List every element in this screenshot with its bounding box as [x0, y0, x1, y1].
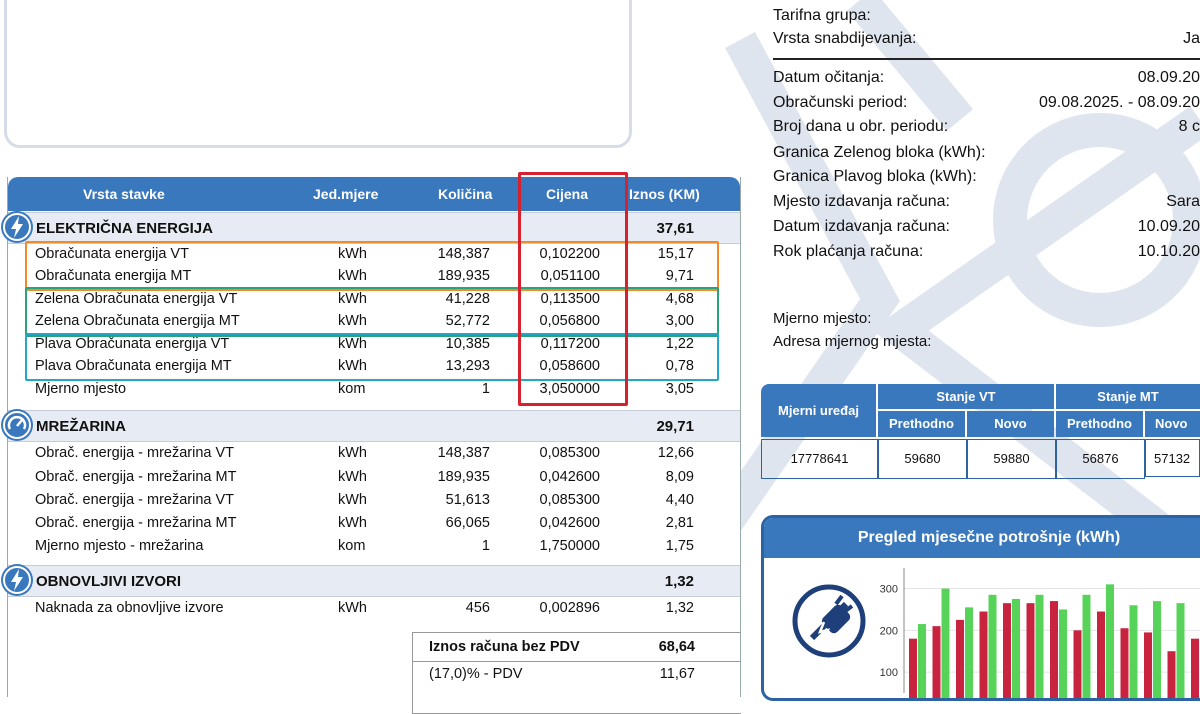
divider: [773, 58, 1200, 60]
section-name: MREŽARINA: [36, 418, 126, 435]
header-amount: Iznos (KM): [629, 186, 700, 202]
meter-readings-table: [761, 384, 1200, 480]
info-row: Mjesto izdavanja računa: Sara: [773, 193, 1200, 210]
meter-vt-prev: 59680: [878, 439, 967, 479]
table-row: Obračunata energija MT kWh 189,935 0,051100 9,71: [35, 268, 694, 284]
meter-vt-prev-header: Prethodno: [878, 411, 965, 437]
section-name: OBNOVLJIVI IZVORI: [36, 573, 182, 590]
bar-mt: [909, 639, 917, 698]
bar-vt: [1106, 584, 1114, 698]
bar-mt: [1121, 628, 1129, 698]
summary-row: Iznos računa bez PDV 68,64: [413, 635, 741, 662]
table-row: Obračunata energija VT kWh 148,387 0,102200 15,17: [35, 246, 694, 262]
info-row: Vrsta snabdijevanja: Ja: [773, 30, 1200, 47]
address-box: [4, 0, 632, 148]
info-row: Granica Plavog bloka (kWh):: [773, 168, 977, 185]
y-tick-label: 100: [879, 667, 898, 680]
table-row: Mjerno mjesto - mrežarina kom 1 1,750000 1,75: [35, 538, 694, 554]
info-row: Broj dana u obr. periodu: 8 c: [773, 118, 1200, 135]
table-row: Obrač. energija - mrežarina MT kWh 189,935 0,042600 8,09: [35, 469, 694, 485]
meter-vt-header: Stanje VT: [878, 384, 1054, 409]
table-row: Plava Obračunata energija VT kWh 10,385 0,117200 1,22: [35, 336, 694, 352]
section-total: 1,32: [664, 573, 694, 590]
table-row: Zelena Obračunata energija VT kWh 41,228 0,113500 4,68: [35, 291, 694, 307]
meter-vt-new-header: Novo: [967, 411, 1054, 437]
info-row: Datum očitanja: 08.09.20: [773, 69, 1200, 86]
info-row: Mjerno mjesto:: [773, 310, 872, 327]
grid-icon: [1, 409, 33, 441]
table-row: Plava Obračunata energija MT kWh 13,293 0,058600 0,78: [35, 358, 694, 374]
consumption-chart: [864, 568, 1200, 698]
info-row: Obračunski period: 09.08.2025. - 08.09.20: [773, 94, 1200, 111]
meter-mt-new-header: Novo: [1145, 411, 1200, 437]
bill-items-table: [7, 177, 741, 697]
bar-mt: [1027, 603, 1035, 698]
bar-vt: [989, 595, 997, 698]
plug-icon: [784, 576, 874, 666]
info-row: Tarifna grupa:: [773, 7, 871, 24]
meter-mt-new: 57132: [1145, 439, 1200, 477]
meter-vt-new: 59880: [967, 439, 1056, 479]
chart-title: Pregled mjesečne potrošnje (kWh): [764, 518, 1200, 558]
bar-mt: [1097, 612, 1105, 698]
header-price: Cijena: [546, 186, 589, 202]
section-electric-energy: [8, 212, 740, 244]
bar-vt: [1012, 599, 1020, 698]
y-tick-label: 300: [879, 583, 898, 596]
meter-mt-header: Stanje MT: [1056, 384, 1200, 409]
header-qty: Količina: [438, 186, 493, 202]
bar-vt: [1036, 595, 1044, 698]
lightning-icon: [1, 564, 33, 596]
table-row: Obrač. energija - mrežarina MT kWh 66,065 0,042600 2,81: [35, 515, 694, 531]
table-row: Mjerno mjesto kom 1 3,050000 3,05: [35, 381, 694, 397]
info-row: Adresa mjernog mjesta:: [773, 333, 932, 350]
lightning-icon: [1, 211, 33, 243]
y-tick-label: 200: [879, 625, 898, 638]
bar-mt: [1003, 603, 1011, 698]
bar-mt: [956, 620, 964, 698]
table-header: [8, 177, 740, 211]
bar-vt: [965, 607, 973, 698]
meter-device-header: Mjerni uređaj: [761, 384, 876, 437]
section-renewables: [8, 565, 740, 597]
bar-vt: [1177, 603, 1185, 698]
info-row: Granica Zelenog bloka (kWh):: [773, 144, 986, 161]
bar-vt: [1083, 595, 1091, 698]
section-total: 37,61: [656, 220, 694, 237]
bar-mt: [933, 626, 941, 698]
bar-mt: [1050, 601, 1058, 698]
bar-mt: [1074, 630, 1082, 698]
table-row: Zelena Obračunata energija MT kWh 52,772 0,056800 3,00: [35, 313, 694, 329]
summary-box: [412, 632, 741, 714]
bar-mt: [1144, 632, 1152, 698]
summary-row: (17,0)% - PDV 11,67: [429, 666, 695, 682]
section-name: ELEKTRIČNA ENERGIJA: [36, 220, 213, 237]
table-row: Obrač. energija - mrežarina VT kWh 51,613 0,085300 4,40: [35, 492, 694, 508]
info-row: Datum izdavanja računa: 10.09.20: [773, 218, 1200, 235]
bar-vt: [1130, 605, 1138, 698]
header-unit: Jed.mjere: [313, 186, 379, 202]
info-row: Rok plaćanja računa: 10.10.20: [773, 243, 1200, 260]
bar-vt: [942, 589, 950, 698]
bar-mt: [980, 612, 988, 698]
meter-device: 17778641: [761, 439, 878, 479]
highlight-price-column: [518, 172, 628, 406]
bar-vt: [1153, 601, 1161, 698]
meter-mt-prev: 56876: [1056, 439, 1145, 479]
consumption-chart-card: [761, 515, 1200, 701]
section-network-fee: [8, 410, 740, 442]
table-row: Obrač. energija - mrežarina VT kWh 148,387 0,085300 12,66: [35, 445, 694, 461]
table-row: Naknada za obnovljive izvore kWh 456 0,002896 1,32: [35, 600, 694, 616]
header-item: Vrsta stavke: [83, 186, 165, 202]
bar-vt: [918, 624, 926, 698]
meter-mt-prev-header: Prethodno: [1056, 411, 1143, 437]
bar-mt: [1191, 639, 1199, 698]
section-total: 29,71: [656, 418, 694, 435]
bar-vt: [1059, 609, 1067, 698]
